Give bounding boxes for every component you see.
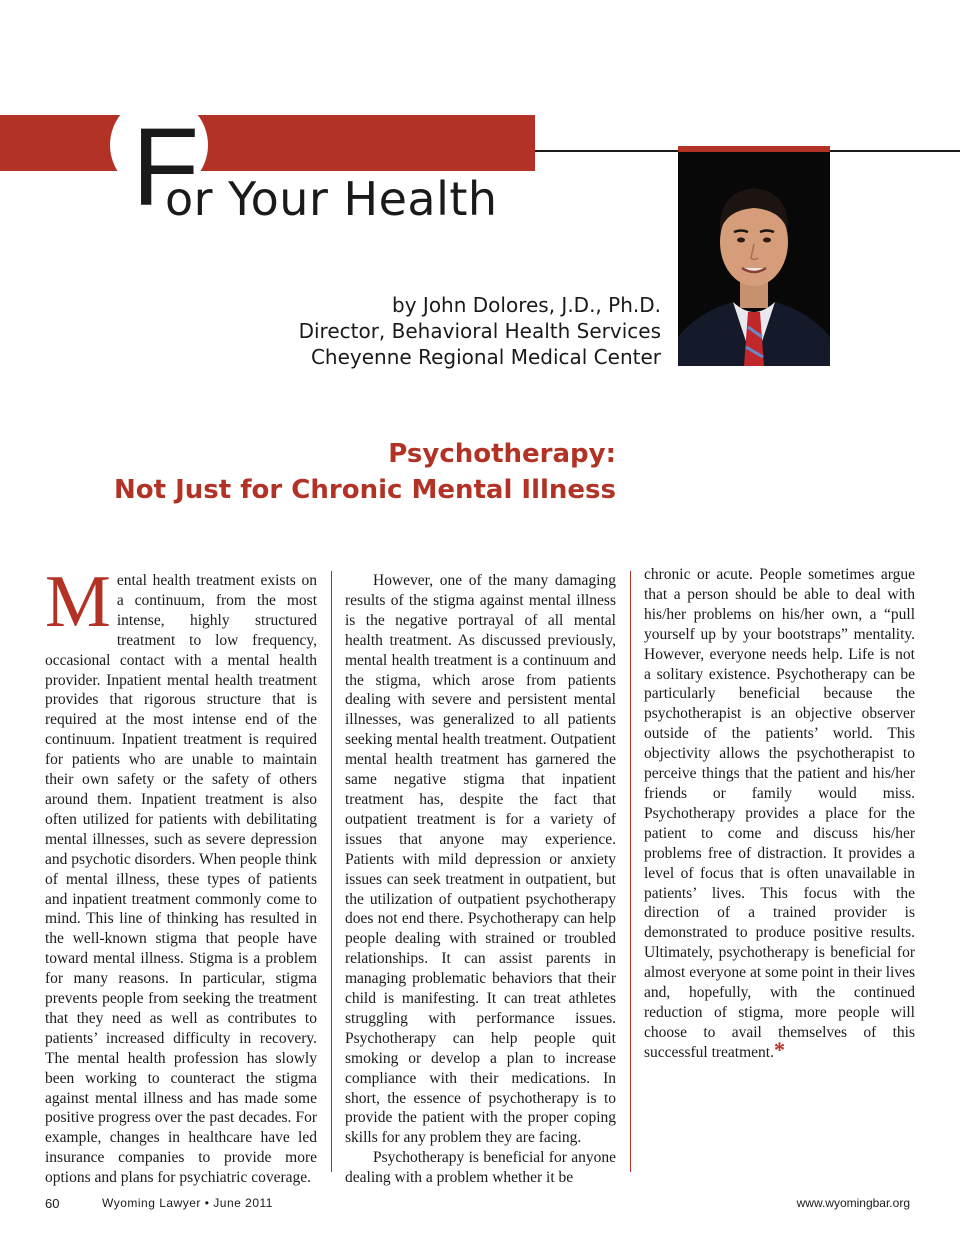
byline-organization: Cheyenne Regional Medical Center bbox=[310, 345, 661, 369]
byline-author: by John Dolores, J.D., Ph.D. bbox=[392, 293, 661, 317]
byline-role: Director, Behavioral Health Services bbox=[298, 319, 661, 343]
drop-cap: M bbox=[45, 561, 111, 643]
article-headline bbox=[114, 436, 616, 508]
article-column-2 bbox=[345, 571, 616, 1188]
column-divider-2 bbox=[630, 571, 631, 1172]
column-3-text: chronic or acute. People sometimes argue that a person should be able to deal with his/her problems on his/her own, a “pull yourself up by your bootstraps” mentality. However, everyone needs help. Life is not a solitary existence. Psychotherapy can be particularly beneficial because the psychotherapist is an objective observer outside of the patients’ world. This objectivity allows the psychotherapist to perceive things that the patient and his/her friends or family would miss. Psychotherapy provides a place for the patient to come and discuss his/her problems free of distraction. It provides a level of focus that is often unavailable in patients’ lives. This focus with the direction of a trained provider is demonstrated to produce positive results. Ultimately, psychotherapy is beneficial for almost everyone at some point in their lives and, hopefully, with the continued reduction of stigma, more people will choose to avail themselves of this successful treatment. bbox=[644, 566, 915, 1061]
header-initial-letter: F bbox=[132, 106, 198, 229]
headline-line-2: Not Just for Chronic Mental Illness bbox=[114, 475, 616, 505]
author-photo bbox=[678, 146, 830, 366]
article-column-3 bbox=[644, 565, 915, 1063]
headline-line-1: Psychotherapy: bbox=[388, 439, 616, 469]
article-paragraph bbox=[644, 565, 915, 1063]
publication-info: Wyoming Lawyer • June 2011 bbox=[102, 1196, 273, 1210]
author-portrait-illustration bbox=[678, 152, 830, 366]
section-title: or Your Health bbox=[165, 172, 498, 226]
page-number: 60 bbox=[45, 1196, 60, 1211]
article-column-1 bbox=[45, 561, 317, 1188]
article-paragraph bbox=[45, 561, 317, 1188]
article-paragraph: Psychotherapy is beneficial for anyone dealing with a problem whether it be bbox=[345, 1149, 616, 1187]
article-paragraph: However, one of the many damaging results of the stigma against mental illness is the negative portrayal of all mental health treatment. As discussed previously, mental health treatment is a continuum and the stigma, which arose from patients dealing with severe and persistent mental illnesses, was generalized to all patients seeking mental health treatment. Outpatient mental health treatment has garnered the same negative stigma that inpatient treatment has, despite the fact that outpatient treatment is for a variety of issues that anyone may experience. Patients with mild depression or anxiety issues can seek treatment in outpatient, but the utilization of outpatient psychotherapy does not end there. Psychotherapy can help people dealing with strained or troubled relationships. It can assist parents in managing problematic behaviors that their child is manifesting. It can treat athletes struggling with performance issues. Psychotherapy can help people quit smoking or develop a plan to increase compliance with their medications. In short, the essence of psychotherapy is to provide the patient with the proper coping skills for any problem they are facing. bbox=[345, 572, 616, 1147]
end-mark-icon: * bbox=[773, 1036, 785, 1062]
column-divider-1 bbox=[331, 571, 332, 1172]
website-link[interactable]: www.wyomingbar.org bbox=[796, 1196, 910, 1210]
byline bbox=[299, 292, 661, 370]
column-1-text: ental health treatment exists on a continuum, from the most intense, highly structured treatment to low frequency, occasional contact with a mental health provider. Inpatient mental health treatment provides that rigorous structure that is required at the most intense end of the continuum. Inpatient treatment is required for patients who are unable to maintain their own safety or the safety of others around them. Inpatient treatment is also often utilized for patients with debilitating mental illnesses, such as severe depression and psychotic disorders. When people think of mental illness, these types of patients and inpatient treatment commonly come to mind. This line of thinking has resulted in the well-known stigma that people have toward mental illness. Stigma is a problem for many reasons. In particular, stigma prevents people from seeking the treatment that they need as well as contributes to patients’ increased difficulty in recovery. The mental health profession has slowly been working to counteract the stigma against mental illness and has made some positive progress over the past decades. For example, changes in healthcare have led insurance companies to provide more options and plans for psychiatric coverage. bbox=[45, 572, 317, 1187]
header-red-band bbox=[0, 115, 535, 171]
